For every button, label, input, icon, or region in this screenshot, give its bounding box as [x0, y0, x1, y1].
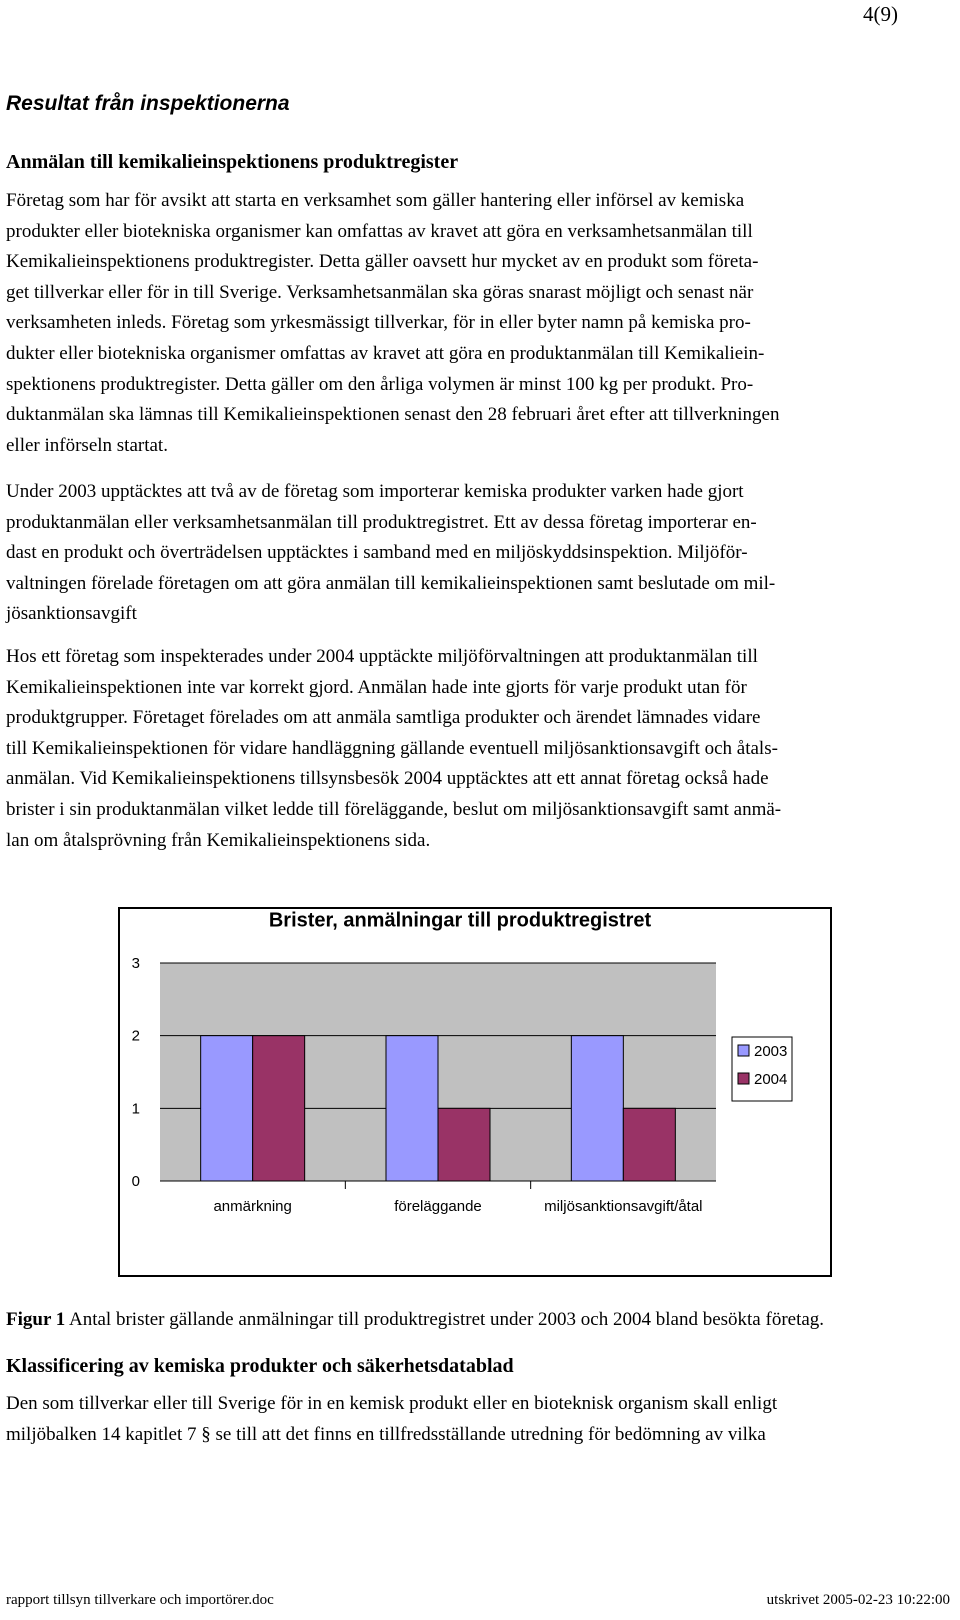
text-line: dast en produkt och överträdelsen upptäcktes i samband med en miljöskyddsinspektion. Miljöför- [6, 542, 748, 564]
x-tick-label: föreläggande [394, 1198, 482, 1215]
bar-2003-2 [571, 1036, 623, 1181]
text-line: anmälan. Vid Kemikalieinspektionens tillsynsbesök 2004 upptäcktes att ett annat företag också hade [6, 768, 769, 790]
text-line: brister i sin produktanmälan vilket ledde till föreläggande, beslut om miljösanktionsavgift samt anmä- [6, 798, 782, 820]
text-line: Kemikalieinspektionens produktregister. Detta gäller oavsett hur mycket av en produkt som företa- [6, 251, 759, 273]
text-line: duktanmälan ska lämnas till Kemikalieinspektionen senast den 28 februari året efter att tillverkningen [6, 404, 780, 426]
text-line: miljöbalken 14 kapitlet 7 § se till att det finns en tillfredsställande utredning för bedömning av vilka [6, 1423, 766, 1445]
paragraph-2004-findings [6, 642, 931, 856]
legend-swatch-2003 [738, 1045, 749, 1056]
text-line: till Kemikalieinspektionen för vidare handläggning gällande eventuell miljösanktionsavgift och åtals- [6, 737, 778, 759]
text-line: jösanktionsavgift [6, 603, 137, 625]
paragraph-classification [6, 1389, 931, 1450]
y-tick-label: 0 [131, 1173, 140, 1190]
bar-2003-0 [201, 1036, 253, 1181]
text-line: Under 2003 upptäcktes att två av de företag som importerar kemiska produkter varken hade gjort [6, 481, 744, 502]
footer-filename: rapport tillsyn tillverkare och importörer.doc [6, 1592, 274, 1608]
text-line: produkter eller biotekniska organismer kan omfattas av kravet att göra en verksamhetsanmälan till [6, 220, 753, 242]
text-line: Hos ett företag som inspekterades under 2004 upptäckte miljöförvaltningen att produktanmälan till [6, 646, 758, 667]
text-line: spektionens produktregister. Detta gäller om den årliga volymen är minst 100 kg per produkt. Pro- [6, 373, 754, 395]
legend-label: 2004 [754, 1071, 788, 1088]
section-title: Resultat från inspektionerna [6, 92, 290, 115]
paragraph-2003-findings [6, 477, 931, 630]
bar-2004-2 [623, 1108, 675, 1181]
caption-label: Figur 1 [6, 1309, 66, 1330]
heading-product-register: Anmälan till kemikalieinspektionens produktregister [6, 151, 459, 173]
y-tick-label: 2 [131, 1027, 140, 1045]
heading-classification: Klassificering av kemiska produkter och säkerhetsdatablad [6, 1355, 514, 1377]
text-line: verksamheten inleds. Företag som yrkesmässigt tillverkar, för in eller byter namn på kemiska pro- [6, 312, 751, 334]
text-line: Företag som har för avsikt att starta en verksamhet som gäller hantering eller införsel av kemiska [6, 190, 745, 211]
paragraph-registration [6, 186, 931, 461]
text-line: dukter eller biotekniska organismer omfattas av kravet att göra en produktanmälan till Kemikaliein- [6, 342, 765, 364]
figure-caption [6, 1305, 931, 1335]
y-tick-label: 3 [131, 955, 140, 972]
bar-2004-1 [438, 1108, 490, 1181]
caption-text: Antal brister gällande anmälningar till produktregistret under 2003 och 2004 bland besökta företag. [65, 1309, 825, 1330]
bar-chart [120, 909, 830, 1275]
legend-label: 2003 [754, 1043, 788, 1060]
text-line: Den som tillverkar eller till Sverige för in en kemisk produkt eller en bioteknisk organism skall enligt [6, 1393, 778, 1414]
text-line: produktgrupper. Företaget förelades om att anmäla samtliga produkter och ärendet lämnades vidare [6, 707, 761, 729]
y-tick-label: 1 [131, 1100, 140, 1118]
bar-2003-1 [386, 1036, 438, 1181]
text-line: lan om åtalsprövning från Kemikalieinspektionens sida. [6, 829, 431, 851]
bar-2004-0 [253, 1036, 305, 1181]
text-line: produktanmälan eller verksamhetsanmälan till produktregistret. Ett av dessa företag importerar en- [6, 511, 757, 533]
text-line: get tillverkar eller för in till Sverige. Verksamhetsanmälan ska göras snarast möjligt och senast när [6, 281, 754, 303]
text-line: eller införseln startat. [6, 434, 168, 456]
text-line: Kemikalieinspektionen inte var korrekt gjord. Anmälan hade inte gjorts för varje produkt utan för [6, 676, 747, 698]
text-line: valtningen förelade företagen om att göra anmälan till kemikalieinspektionen samt beslutade om mil- [6, 572, 776, 594]
x-tick-label: anmärkning [213, 1198, 292, 1215]
legend-swatch-2004 [738, 1073, 749, 1084]
chart-title: Brister, anmälningar till produktregistret [268, 909, 652, 932]
footer-print-date: utskrivet 2005-02-23 10:22:00 [766, 1592, 950, 1608]
x-tick-label: miljösanktionsavgift/åtal [544, 1198, 703, 1215]
chart-container [118, 907, 832, 1277]
page-number: 4(9) [863, 2, 898, 26]
